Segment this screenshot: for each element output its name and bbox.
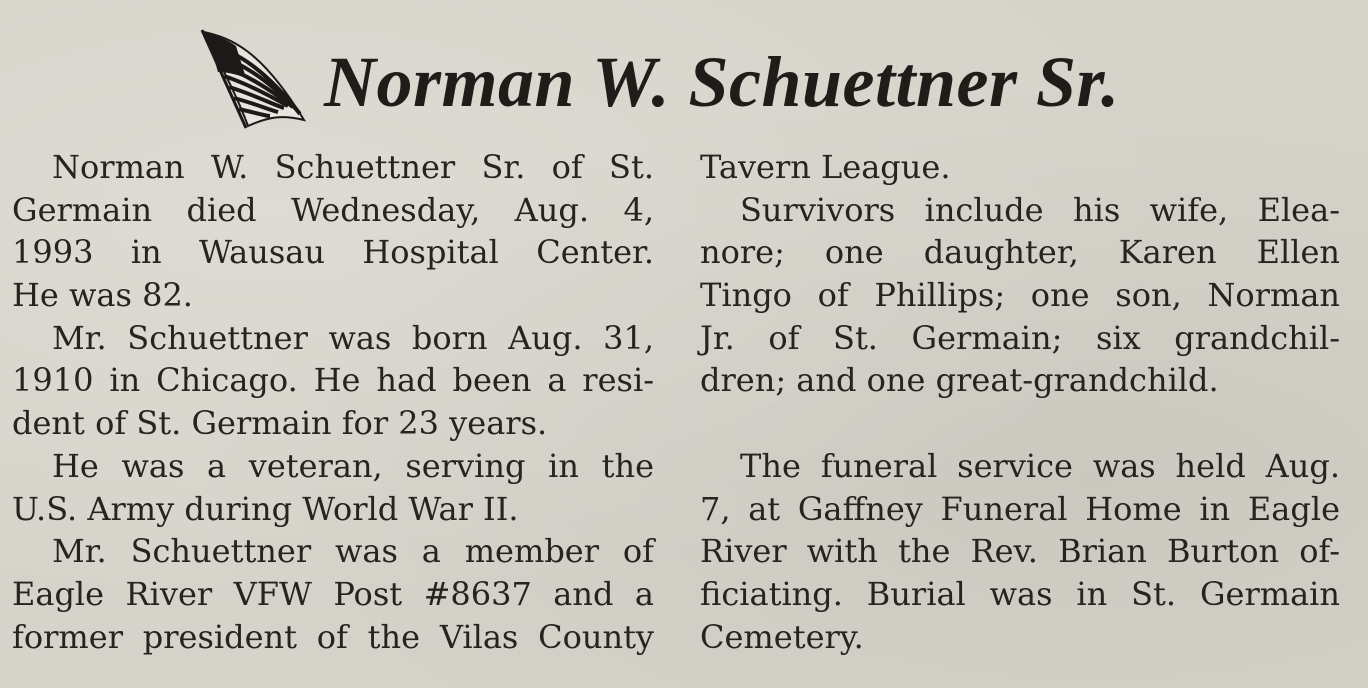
text-line (700, 402, 1340, 445)
text-line: nore; one daughter, Karen Ellen (700, 233, 1340, 272)
text-line: The funeral service was held Aug. (740, 446, 1340, 485)
obituary-headline (200, 28, 1300, 138)
text-line: Cemetery. (700, 617, 864, 656)
text-line: He was 82. (12, 276, 193, 315)
text-line: Germain died Wednesday, Aug. 4, (12, 190, 654, 229)
text-line: Norman W. Schuettner Sr. of St. (52, 148, 654, 186)
text-line: Tavern League. (700, 148, 951, 186)
text-line: former president of the Vilas County (12, 617, 654, 656)
american-flag-icon (200, 28, 312, 132)
text-line: Jr. of St. Germain; six grandchil- (700, 318, 1340, 357)
text-line: dent of St. Germain for 23 years. (12, 404, 548, 443)
text-line: Mr. Schuettner was a member of (52, 532, 654, 571)
text-line: Survivors include his wife, Elea- (740, 190, 1340, 229)
text-line: 7, at Gaffney Funeral Home in Eagle (700, 489, 1340, 528)
text-column-right (700, 146, 1340, 658)
text-line: River with the Rev. Brian Burton of- (700, 532, 1340, 571)
text-line: Eagle River VFW Post #8637 and a (12, 574, 654, 613)
text-line: 1993 in Wausau Hospital Center. (12, 233, 654, 272)
text-line: dren; and one great-grandchild. (700, 361, 1219, 400)
text-line: He was a veteran, serving in the (52, 446, 654, 485)
text-line: U.S. Army during World War II. (12, 489, 519, 528)
headline-name: Norman W. Schuettner Sr. (324, 42, 1120, 122)
text-line: ficiating. Burial was in St. Germain (700, 574, 1340, 613)
text-column-left (12, 146, 654, 658)
text-line: Mr. Schuettner was born Aug. 31, (52, 318, 654, 357)
text-line: 1910 in Chicago. He had been a resi- (12, 361, 654, 400)
text-line: Tingo of Phillips; one son, Norman (700, 276, 1340, 315)
